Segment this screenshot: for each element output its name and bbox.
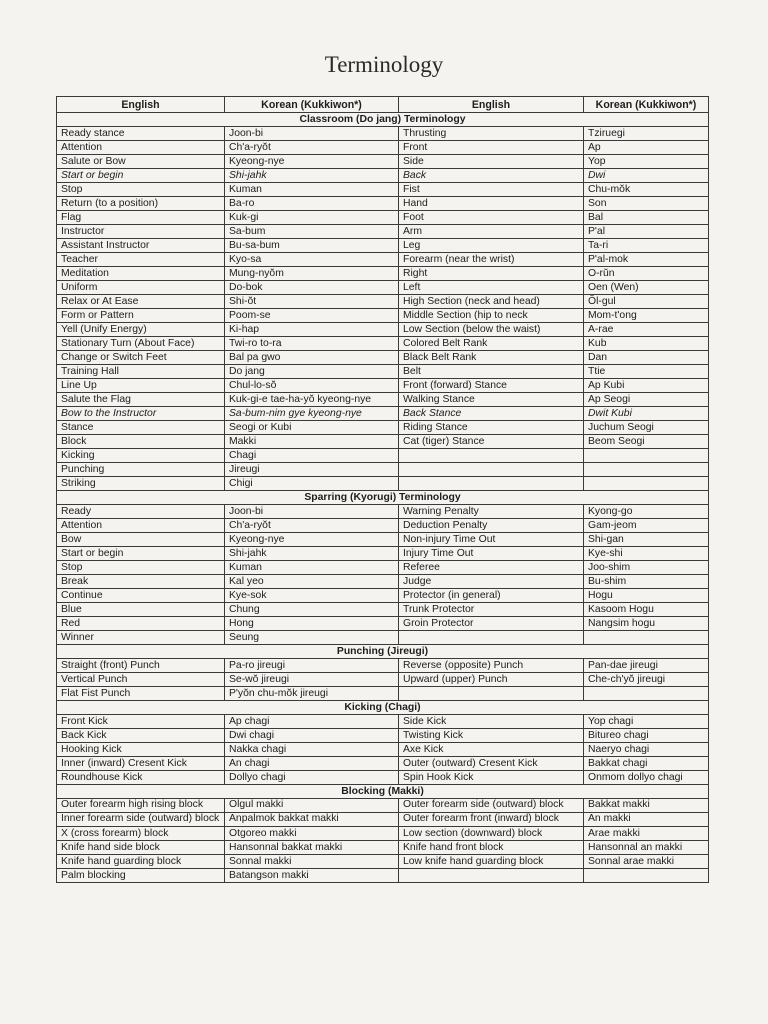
- korean-term: A-rae: [584, 323, 709, 337]
- english-term: Stationary Turn (About Face): [57, 337, 225, 351]
- english-term: High Section (neck and head): [399, 295, 584, 309]
- english-term: Block: [57, 435, 225, 449]
- english-term: Knife hand front block: [399, 841, 584, 855]
- english-term: Middle Section (hip to neck: [399, 309, 584, 323]
- korean-term: Joon-bi: [225, 127, 399, 141]
- table-row: [57, 477, 709, 491]
- english-term: Outer forearm high rising block: [57, 799, 225, 813]
- english-term: [399, 477, 584, 491]
- english-term: Outer forearm side (outward) block: [399, 799, 584, 813]
- english-term: Protector (in general): [399, 589, 584, 603]
- english-term: Stance: [57, 421, 225, 435]
- english-term: Ready: [57, 505, 225, 519]
- table-row: [57, 827, 709, 841]
- table-row: [57, 309, 709, 323]
- english-term: Inner (inward) Cresent Kick: [57, 757, 225, 771]
- korean-term: Chung: [225, 603, 399, 617]
- english-term: [399, 449, 584, 463]
- english-term: Axe Kick: [399, 743, 584, 757]
- english-term: Thrusting: [399, 127, 584, 141]
- korean-term: Joon-bi: [225, 505, 399, 519]
- korean-term: Anpalmok bakkat makki: [225, 813, 399, 827]
- english-term: Stop: [57, 561, 225, 575]
- table-row: [57, 211, 709, 225]
- english-term: Knife hand guarding block: [57, 855, 225, 869]
- header-korean: Korean (Kukkiwon*): [225, 97, 399, 113]
- table-row: [57, 435, 709, 449]
- table-row: [57, 841, 709, 855]
- korean-term: P'al-mok: [584, 253, 709, 267]
- english-term: Flat Fist Punch: [57, 687, 225, 701]
- table-row: [57, 365, 709, 379]
- english-term: Uniform: [57, 281, 225, 295]
- english-term: Black Belt Rank: [399, 351, 584, 365]
- english-term: Walking Stance: [399, 393, 584, 407]
- korean-term: Mung-nyŏm: [225, 267, 399, 281]
- korean-term: Che-ch'yŏ jireugi: [584, 673, 709, 687]
- english-term: Side: [399, 155, 584, 169]
- table-row: [57, 799, 709, 813]
- english-term: Forearm (near the wrist): [399, 253, 584, 267]
- korean-term: Ch'a-ryŏt: [225, 519, 399, 533]
- english-term: Assistant Instructor: [57, 239, 225, 253]
- korean-term: Dollyo chagi: [225, 771, 399, 785]
- korean-term: Chul-lo-sŏ: [225, 379, 399, 393]
- section-title: Punching (Jireugi): [57, 645, 709, 659]
- table-row: [57, 337, 709, 351]
- table-row: [57, 239, 709, 253]
- korean-term: Sa-bum: [225, 225, 399, 239]
- english-term: Judge: [399, 575, 584, 589]
- english-term: Straight (front) Punch: [57, 659, 225, 673]
- section-title: Sparring (Kyorugi) Terminology: [57, 491, 709, 505]
- korean-term: Kasoom Hogu: [584, 603, 709, 617]
- table-row: [57, 505, 709, 519]
- english-term: Upward (upper) Punch: [399, 673, 584, 687]
- korean-term: Chigi: [225, 477, 399, 491]
- english-term: Bow: [57, 533, 225, 547]
- korean-term: [584, 477, 709, 491]
- korean-term: Bitureo chagi: [584, 729, 709, 743]
- korean-term: Jireugi: [225, 463, 399, 477]
- korean-term: Bal pa gwo: [225, 351, 399, 365]
- korean-term: Chagi: [225, 449, 399, 463]
- english-term: Cat (tiger) Stance: [399, 435, 584, 449]
- korean-term: Olgul makki: [225, 799, 399, 813]
- header-korean-2: Korean (Kukkiwon*): [584, 97, 709, 113]
- section-header: [57, 113, 709, 127]
- korean-term: Bakkat chagi: [584, 757, 709, 771]
- english-term: Arm: [399, 225, 584, 239]
- korean-term: Yop: [584, 155, 709, 169]
- korean-term: Bakkat makki: [584, 799, 709, 813]
- korean-term: Dwi chagi: [225, 729, 399, 743]
- english-term: Low section (downward) block: [399, 827, 584, 841]
- english-term: Injury Time Out: [399, 547, 584, 561]
- english-term: Training Hall: [57, 365, 225, 379]
- english-term: Teacher: [57, 253, 225, 267]
- table-row: [57, 687, 709, 701]
- english-term: X (cross forearm) block: [57, 827, 225, 841]
- korean-term: [584, 463, 709, 477]
- english-term: Outer (outward) Cresent Kick: [399, 757, 584, 771]
- korean-term: Chu-mŏk: [584, 183, 709, 197]
- korean-term: Gam-jeom: [584, 519, 709, 533]
- section-title: Classroom (Do jang) Terminology: [57, 113, 709, 127]
- table-row: [57, 449, 709, 463]
- table-row: [57, 267, 709, 281]
- english-term: Bow to the Instructor: [57, 407, 225, 421]
- korean-term: Bal: [584, 211, 709, 225]
- table-row: [57, 225, 709, 239]
- korean-term: [584, 449, 709, 463]
- korean-term: Kuk-gi: [225, 211, 399, 225]
- korean-term: Shi-ŏt: [225, 295, 399, 309]
- english-term: Red: [57, 617, 225, 631]
- korean-term: Sa-bum-nim gye kyeong-nye: [225, 407, 399, 421]
- english-term: [399, 869, 584, 883]
- korean-term: Ap Seogi: [584, 393, 709, 407]
- section-header: [57, 491, 709, 505]
- table-row: [57, 393, 709, 407]
- table-row: [57, 323, 709, 337]
- english-term: Winner: [57, 631, 225, 645]
- korean-term: Dwit Kubi: [584, 407, 709, 421]
- section-header: [57, 785, 709, 799]
- korean-term: Kuman: [225, 561, 399, 575]
- korean-term: Kyong-go: [584, 505, 709, 519]
- korean-term: Hansonnal an makki: [584, 841, 709, 855]
- header-english: English: [57, 97, 225, 113]
- korean-term: Kyo-sa: [225, 253, 399, 267]
- english-term: Meditation: [57, 267, 225, 281]
- english-term: Fist: [399, 183, 584, 197]
- english-term: Ready stance: [57, 127, 225, 141]
- english-term: Side Kick: [399, 715, 584, 729]
- section-title: Kicking (Chagi): [57, 701, 709, 715]
- table-row: [57, 631, 709, 645]
- english-term: Front (forward) Stance: [399, 379, 584, 393]
- english-term: Back Kick: [57, 729, 225, 743]
- table-row: [57, 617, 709, 631]
- table-body: [57, 97, 709, 883]
- table-row: [57, 589, 709, 603]
- english-term: Start or begin: [57, 169, 225, 183]
- korean-term: Kuman: [225, 183, 399, 197]
- english-term: Colored Belt Rank: [399, 337, 584, 351]
- korean-term: Sonnal arae makki: [584, 855, 709, 869]
- english-term: Vertical Punch: [57, 673, 225, 687]
- table-row: [57, 743, 709, 757]
- korean-term: Kye-sok: [225, 589, 399, 603]
- header-english-2: English: [399, 97, 584, 113]
- table-row: [57, 141, 709, 155]
- korean-term: O-rŭn: [584, 267, 709, 281]
- table-row: [57, 197, 709, 211]
- english-term: [399, 687, 584, 701]
- table-row: [57, 813, 709, 827]
- english-term: Punching: [57, 463, 225, 477]
- korean-term: Ŏl-gul: [584, 295, 709, 309]
- table-row: [57, 183, 709, 197]
- english-term: Line Up: [57, 379, 225, 393]
- korean-term: Mom-t'ong: [584, 309, 709, 323]
- korean-term: [584, 687, 709, 701]
- table-row: [57, 575, 709, 589]
- table-row: [57, 295, 709, 309]
- english-term: Twisting Kick: [399, 729, 584, 743]
- english-term: Referee: [399, 561, 584, 575]
- table-row: [57, 869, 709, 883]
- english-term: Instructor: [57, 225, 225, 239]
- english-term: Belt: [399, 365, 584, 379]
- english-term: Low knife hand guarding block: [399, 855, 584, 869]
- header-row: [57, 97, 709, 113]
- korean-term: Pa-ro jireugi: [225, 659, 399, 673]
- korean-term: Ch'a-ryŏt: [225, 141, 399, 155]
- english-term: Form or Pattern: [57, 309, 225, 323]
- english-term: Salute the Flag: [57, 393, 225, 407]
- korean-term: Bu-shim: [584, 575, 709, 589]
- korean-term: Hong: [225, 617, 399, 631]
- english-term: Hooking Kick: [57, 743, 225, 757]
- table-row: [57, 463, 709, 477]
- korean-term: Dan: [584, 351, 709, 365]
- english-term: Knife hand side block: [57, 841, 225, 855]
- korean-term: Naeryo chagi: [584, 743, 709, 757]
- korean-term: Kyeong-nye: [225, 155, 399, 169]
- table-row: [57, 533, 709, 547]
- korean-term: Ap: [584, 141, 709, 155]
- english-term: Front: [399, 141, 584, 155]
- korean-term: Shi-jahk: [225, 169, 399, 183]
- korean-term: Juchum Seogi: [584, 421, 709, 435]
- table-row: [57, 379, 709, 393]
- korean-term: An makki: [584, 813, 709, 827]
- section-header: [57, 701, 709, 715]
- table-row: [57, 729, 709, 743]
- english-term: Foot: [399, 211, 584, 225]
- english-term: Inner forearm side (outward) block: [57, 813, 225, 827]
- korean-term: Ap Kubi: [584, 379, 709, 393]
- korean-term: An chagi: [225, 757, 399, 771]
- table-row: [57, 253, 709, 267]
- table-row: [57, 127, 709, 141]
- english-term: Flag: [57, 211, 225, 225]
- korean-term: P'al: [584, 225, 709, 239]
- korean-term: Ta-ri: [584, 239, 709, 253]
- table-row: [57, 351, 709, 365]
- english-term: Change or Switch Feet: [57, 351, 225, 365]
- english-term: Deduction Penalty: [399, 519, 584, 533]
- table-row: [57, 547, 709, 561]
- english-term: Salute or Bow: [57, 155, 225, 169]
- english-term: Hand: [399, 197, 584, 211]
- korean-term: Sonnal makki: [225, 855, 399, 869]
- korean-term: Otgoreo makki: [225, 827, 399, 841]
- korean-term: Hogu: [584, 589, 709, 603]
- english-term: Riding Stance: [399, 421, 584, 435]
- korean-term: Oen (Wen): [584, 281, 709, 295]
- table-row: [57, 715, 709, 729]
- korean-term: Makki: [225, 435, 399, 449]
- korean-term: Seogi or Kubi: [225, 421, 399, 435]
- table-row: [57, 169, 709, 183]
- english-term: Warning Penalty: [399, 505, 584, 519]
- korean-term: Dwi: [584, 169, 709, 183]
- table-row: [57, 659, 709, 673]
- english-term: Right: [399, 267, 584, 281]
- english-term: Attention: [57, 519, 225, 533]
- korean-term: [584, 631, 709, 645]
- korean-term: Son: [584, 197, 709, 211]
- english-term: Leg: [399, 239, 584, 253]
- english-term: Blue: [57, 603, 225, 617]
- korean-term: Pan-dae jireugi: [584, 659, 709, 673]
- korean-term: Hansonnal bakkat makki: [225, 841, 399, 855]
- table-row: [57, 673, 709, 687]
- english-term: Return (to a position): [57, 197, 225, 211]
- english-term: Groin Protector: [399, 617, 584, 631]
- english-term: Back Stance: [399, 407, 584, 421]
- korean-term: P'yŏn chu-mŏk jireugi: [225, 687, 399, 701]
- table-row: [57, 855, 709, 869]
- korean-term: Seung: [225, 631, 399, 645]
- table-row: [57, 155, 709, 169]
- table-row: [57, 281, 709, 295]
- korean-term: Do-bok: [225, 281, 399, 295]
- english-term: Palm blocking: [57, 869, 225, 883]
- english-term: Back: [399, 169, 584, 183]
- korean-term: Ba-ro: [225, 197, 399, 211]
- english-term: Yell (Unify Energy): [57, 323, 225, 337]
- korean-term: Ttie: [584, 365, 709, 379]
- korean-term: Batangson makki: [225, 869, 399, 883]
- korean-term: Kye-shi: [584, 547, 709, 561]
- english-term: Break: [57, 575, 225, 589]
- korean-term: Shi-jahk: [225, 547, 399, 561]
- english-term: Spin Hook Kick: [399, 771, 584, 785]
- korean-term: Se-wŏ jireugi: [225, 673, 399, 687]
- english-term: Attention: [57, 141, 225, 155]
- table-row: [57, 561, 709, 575]
- korean-term: Kub: [584, 337, 709, 351]
- english-term: Outer forearm front (inward) block: [399, 813, 584, 827]
- table-row: [57, 757, 709, 771]
- korean-term: Do jang: [225, 365, 399, 379]
- terminology-table: [56, 96, 709, 883]
- table-row: [57, 519, 709, 533]
- section-title: Blocking (Makki): [57, 785, 709, 799]
- english-term: Stop: [57, 183, 225, 197]
- page-title: Terminology: [324, 52, 444, 77]
- english-term: [399, 631, 584, 645]
- english-term: Roundhouse Kick: [57, 771, 225, 785]
- korean-term: Ap chagi: [225, 715, 399, 729]
- korean-term: Kyeong-nye: [225, 533, 399, 547]
- english-term: Left: [399, 281, 584, 295]
- korean-term: Ki-hap: [225, 323, 399, 337]
- korean-term: Kal yeo: [225, 575, 399, 589]
- english-term: Front Kick: [57, 715, 225, 729]
- section-header: [57, 645, 709, 659]
- table-row: [57, 603, 709, 617]
- korean-term: Shi-gan: [584, 533, 709, 547]
- english-term: Striking: [57, 477, 225, 491]
- table-row: [57, 771, 709, 785]
- korean-term: Nakka chagi: [225, 743, 399, 757]
- korean-term: Arae makki: [584, 827, 709, 841]
- korean-term: Onmom dollyo chagi: [584, 771, 709, 785]
- korean-term: Beom Seogi: [584, 435, 709, 449]
- korean-term: [584, 869, 709, 883]
- korean-term: Yop chagi: [584, 715, 709, 729]
- english-term: Kicking: [57, 449, 225, 463]
- korean-term: Twi-ro to-ra: [225, 337, 399, 351]
- korean-term: Kuk-gi-e tae-ha-yŏ kyeong-nye: [225, 393, 399, 407]
- english-term: Low Section (below the waist): [399, 323, 584, 337]
- table-row: [57, 421, 709, 435]
- english-term: Relax or At Ease: [57, 295, 225, 309]
- english-term: Continue: [57, 589, 225, 603]
- korean-term: Tziruegi: [584, 127, 709, 141]
- korean-term: Nangsim hogu: [584, 617, 709, 631]
- english-term: [399, 463, 584, 477]
- english-term: Start or begin: [57, 547, 225, 561]
- english-term: Trunk Protector: [399, 603, 584, 617]
- english-term: Non-injury Time Out: [399, 533, 584, 547]
- korean-term: Joo-shim: [584, 561, 709, 575]
- korean-term: Poom-se: [225, 309, 399, 323]
- korean-term: Bu-sa-bum: [225, 239, 399, 253]
- english-term: Reverse (opposite) Punch: [399, 659, 584, 673]
- table-row: [57, 407, 709, 421]
